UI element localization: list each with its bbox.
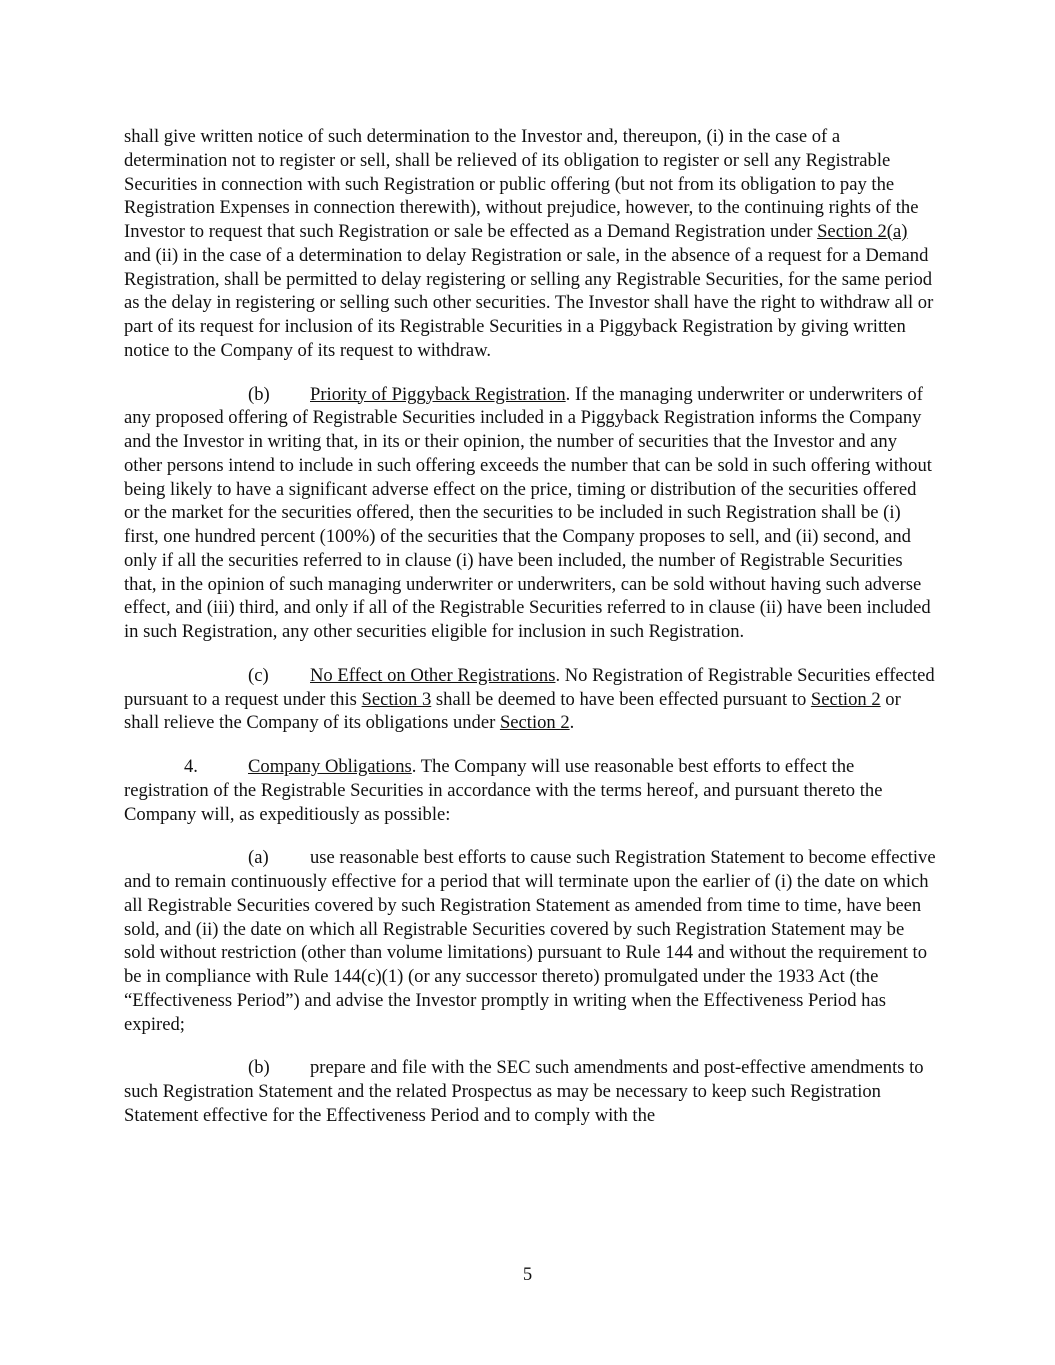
clause-enumerator: (b) — [248, 1057, 270, 1079]
section-enumerator: 4. — [184, 756, 198, 777]
paragraph-continuation — [124, 125, 936, 363]
page-number: 5 — [522, 1264, 533, 1285]
clause-enumerator: (a) — [248, 847, 269, 869]
clause-enumerator: (c) — [248, 664, 269, 686]
clause-heading: Priority of Piggyback Registration — [310, 383, 566, 405]
paragraph-text: shall be deemed to have been effected pursuant to — [431, 688, 811, 710]
paragraph-text: prepare and file with the SEC such amendments and post-effective amendments to such Registration Statement and the related Prospectus as may be necessary to keep such Registration Statement effective for the Effectiveness Period and to comply with the — [124, 1057, 924, 1126]
document-body — [124, 125, 936, 1148]
paragraph-3b-priority — [124, 383, 936, 644]
paragraph-4a — [124, 846, 936, 1036]
paragraph-text: . No Registration of Registrable Securities effected pursuant to a request under this — [124, 664, 935, 710]
paragraph-4b — [124, 1056, 936, 1127]
paragraph-text: . If the managing underwriter or underwriters of any proposed offering of Registrable Securities included in a Piggyback Registration informs the Company and the Investor in writing that, in its or their opinion, the number of securities that the Investor and any other persons intend to include in such offering exceeds the number that can be sold in such offering without being likely to have a significant adverse effect on the price, timing or distribution of the securities offered or the market for the securities offered, then the securities to be included in such Registration shall be (i) first, one hundred percent (100%) of the securities that the Company proposes to sell, and (ii) second, and only if all the securities referred to in clause (i) have been included, the number of Registrable Securities that, in the opinion of such managing underwriter or underwriters, can be sold without having such adverse effect, and (iii) third, and only if all of the Registrable Securities referred to in clause (ii) have been included in such Registration, any other securities eligible for inclusion in such Registration. — [124, 383, 932, 642]
section-reference-2: Section 2 — [810, 688, 881, 710]
section-reference-2: Section 2 — [499, 712, 570, 734]
paragraph-3c-no-effect — [124, 664, 936, 735]
paragraph-text: . The Company will use reasonable best efforts to effect the registration of the Registrable Securities in accordance with the terms hereof, and pursuant thereto the Company will, as expeditiously as possible: — [124, 756, 883, 825]
clause-heading: No Effect on Other Registrations — [310, 664, 556, 686]
section-reference-2a: Section 2(a) — [817, 221, 908, 242]
section-4-company-obligations — [124, 755, 936, 826]
section-reference-3: Section 3 — [361, 688, 432, 710]
paragraph-text: use reasonable best efforts to cause such Registration Statement to become effective and to remain continuously effective for a period that will terminate upon the earlier of (i) the date on which all Registrable Securities covered by such Registration Statement as amended from time to time, have been sold, and (ii) the date on which all Registrable Securities covered by such Registration Statement may be sold without restriction (other than volume limitations) pursuant to Rule 144 and without the requirement to be in compliance with Rule 144(c)(1) (or any successor thereto) promulgated under the 1933 Act (the “Effectiveness Period”) and advise the Investor promptly in writing when the Effectiveness Period has expired; — [124, 847, 936, 1035]
paragraph-text: . — [569, 712, 575, 734]
section-heading: Company Obligations — [248, 756, 412, 777]
paragraph-text: or shall relieve the Company of its obligations under — [124, 688, 901, 734]
paragraph-text: and (ii) in the case of a determination to delay Registration or sale, in the absence of a request for a Demand Registration, shall be permitted to delay registering or selling any Registrable Securities, for the same period as the delay in registering or selling such other securities. The Investor shall have the right to withdraw all or part of its request for inclusion of its Registrable Securities in a Piggyback Registration by giving written notice to the Company of its request to withdraw. — [124, 244, 934, 361]
paragraph-text: shall give written notice of such determination to the Investor and, thereupon, (i) in the case of a determination not to register or sell, shall be relieved of its obligation to register or sell any Registrable Securities in connection with such Registration or public offering (but not from its obligation to pay the Registration Expenses in connection therewith), without prejudice, however, to the continuing rights of the Investor to request that such Registration or sale be effected as a Demand Registration under — [124, 126, 919, 242]
clause-enumerator: (b) — [248, 383, 270, 405]
